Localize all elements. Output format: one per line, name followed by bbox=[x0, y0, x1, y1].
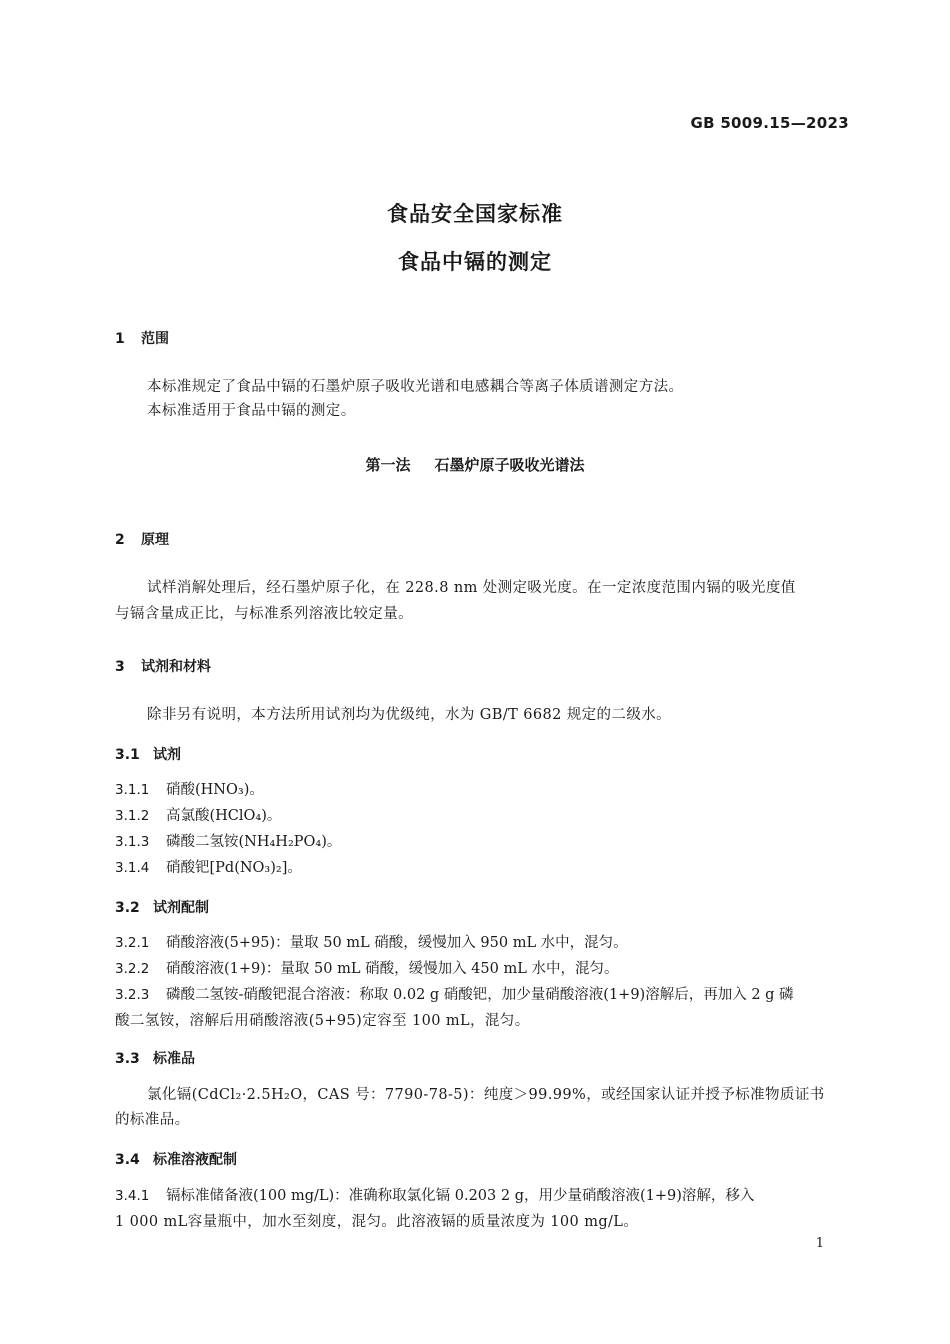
section-title: 范围 bbox=[141, 331, 169, 347]
section-2-line-1: 试样消解处理后，经石墨炉原子化，在 228.8 nm 处测定吸光度。在一定浓度范围内镉的吸光度值 bbox=[147, 580, 796, 596]
section-title: 试剂配制 bbox=[153, 900, 209, 916]
standard-code: GB 5009.15—2023 bbox=[690, 114, 849, 132]
item-text: 硝酸溶液(1+9)：量取 50 mL 硝酸，缓慢加入 450 mL 水中，混匀。 bbox=[166, 961, 619, 977]
section-number: 3.3 bbox=[115, 1051, 140, 1067]
section-1-paragraph-2: 本标准适用于食品中镉的测定。 bbox=[147, 403, 356, 419]
method-name: 石墨炉原子吸收光谱法 bbox=[434, 456, 585, 474]
section-title: 试剂 bbox=[153, 747, 181, 763]
section-title: 试剂和材料 bbox=[141, 659, 211, 675]
section-1-paragraph-1: 本标准规定了食品中镉的石墨炉原子吸收光谱和电感耦合等离子体质谱测定方法。 bbox=[147, 379, 684, 395]
item-text: 磷酸二氢铵(NH₄H₂PO₄)。 bbox=[166, 834, 342, 850]
item-number: 3.1.1 bbox=[115, 782, 150, 798]
item-number: 3.1.2 bbox=[115, 808, 150, 824]
item-number: 3.2.1 bbox=[115, 935, 150, 951]
list-item bbox=[115, 777, 264, 803]
item-text: 硝酸钯[Pd(NO₃)₂]。 bbox=[166, 860, 302, 876]
item-number: 3.1.4 bbox=[115, 860, 150, 876]
item-text: 高氯酸(HClO₄)。 bbox=[166, 808, 282, 824]
method-number: 第一法 bbox=[365, 456, 411, 474]
section-number: 3.4 bbox=[115, 1152, 140, 1168]
item-text: 硝酸(HNO₃)。 bbox=[166, 782, 264, 798]
section-3-3-line-1: 氯化镉(CdCl₂·2.5H₂O，CAS 号：7790-78-5)：纯度＞99.99%，或经国家认证并授予标准物质证书 bbox=[147, 1087, 825, 1103]
item-continuation: 1 000 mL容量瓶中，加水至刻度，混匀。此溶液镉的质量浓度为 100 mg/L。 bbox=[115, 1214, 639, 1230]
page-number: 1 bbox=[815, 1236, 824, 1251]
section-number: 2 bbox=[115, 532, 125, 548]
section-3-paragraph: 除非另有说明，本方法所用试剂均为优级纯，水为 GB/T 6682 规定的二级水。 bbox=[147, 707, 672, 723]
item-number: 3.4.1 bbox=[115, 1188, 150, 1204]
list-item bbox=[115, 803, 281, 829]
item-text: 硝酸溶液(5+95)：量取 50 mL 硝酸，缓慢加入 950 mL 水中，混匀。 bbox=[166, 935, 628, 951]
main-title: 食品安全国家标准 bbox=[387, 202, 563, 226]
section-title: 标准品 bbox=[153, 1051, 195, 1067]
section-title: 标准溶液配制 bbox=[153, 1152, 237, 1168]
section-number: 3.1 bbox=[115, 747, 140, 763]
section-number: 3 bbox=[115, 659, 125, 675]
list-item bbox=[115, 930, 628, 956]
list-item bbox=[115, 1183, 754, 1209]
section-1-heading bbox=[115, 328, 169, 348]
section-2-heading bbox=[115, 529, 169, 549]
item-continuation: 酸二氢铵，溶解后用硝酸溶液(5+95)定容至 100 mL，混匀。 bbox=[115, 1013, 530, 1029]
section-3-3-line-2: 的标准品。 bbox=[115, 1112, 190, 1128]
list-item bbox=[115, 982, 794, 1008]
section-3-3-heading bbox=[115, 1048, 195, 1068]
section-2-line-2: 与镉含量成正比，与标准系列溶液比较定量。 bbox=[115, 606, 413, 622]
list-item bbox=[115, 855, 302, 881]
item-number: 3.2.2 bbox=[115, 961, 150, 977]
item-text: 磷酸二氢铵-硝酸钯混合溶液：称取 0.02 g 硝酸钯，加少量硝酸溶液(1+9)溶解后，再加入 2 g 磷 bbox=[166, 987, 794, 1003]
method-heading bbox=[0, 454, 950, 475]
item-number: 3.1.3 bbox=[115, 834, 150, 850]
section-number: 3.2 bbox=[115, 900, 140, 916]
section-3-heading bbox=[115, 656, 211, 676]
item-number: 3.2.3 bbox=[115, 987, 150, 1003]
section-title: 原理 bbox=[141, 532, 169, 548]
section-number: 1 bbox=[115, 331, 125, 347]
sub-title: 食品中镉的测定 bbox=[398, 250, 552, 274]
section-3-1-heading bbox=[115, 744, 181, 764]
item-text: 镉标准储备液(100 mg/L)：准确称取氯化镉 0.203 2 g，用少量硝酸溶液(1+9)溶解，移入 bbox=[166, 1188, 755, 1204]
section-3-4-heading bbox=[115, 1149, 237, 1169]
list-item bbox=[115, 956, 618, 982]
list-item bbox=[115, 829, 341, 855]
section-3-2-heading bbox=[115, 897, 209, 917]
